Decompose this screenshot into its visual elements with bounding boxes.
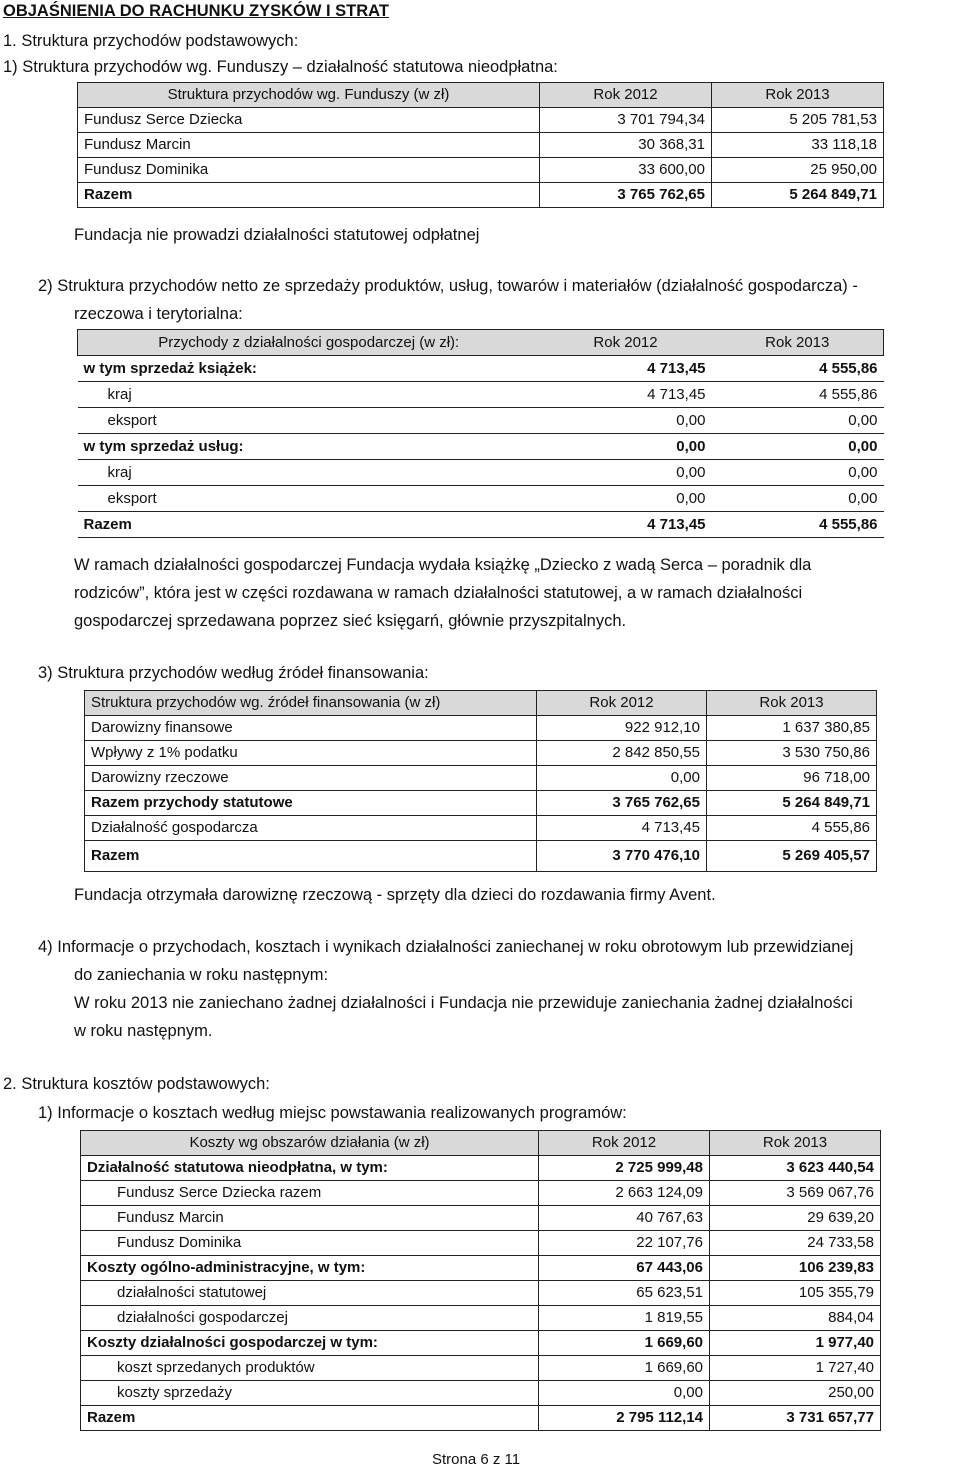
table-row (78, 356, 884, 382)
page-number: Strona 6 z 11 (432, 1451, 521, 1468)
table-cell: Wpływy z 1% podatku (85, 741, 537, 766)
table-row (81, 1206, 881, 1231)
table-cell: 0,00 (540, 486, 712, 512)
table-header: Rok 2013 (710, 1131, 881, 1156)
table-cell: 4 713,45 (540, 382, 712, 408)
table-cell: 33 600,00 (540, 158, 712, 183)
table-cell: 5 205 781,53 (712, 108, 884, 133)
table-cell: w tym sprzedaż książek: (78, 356, 540, 382)
note-in-kind-donation: Fundacja otrzymała darowiznę rzeczową - sprzęty dla dzieci do rozdawania firmy Avent. (74, 886, 716, 904)
table-cell: Koszty ogólno-administracyjne, w tym: (81, 1256, 539, 1281)
table-cell: Fundusz Dominika (78, 158, 540, 183)
section-1-1-title: 1) Struktura przychodów wg. Funduszy – działalność statutowa nieodpłatna: (3, 58, 558, 76)
table-cell: działalności statutowej (81, 1281, 539, 1306)
table-row (78, 158, 884, 183)
table-cell: 4 713,45 (540, 512, 712, 538)
section-1-4-line: w roku następnym. (74, 1022, 213, 1040)
table-cell: 3 770 476,10 (537, 841, 707, 872)
table-cell: 1 819,55 (539, 1306, 710, 1331)
table-cell: 5 264 849,71 (707, 791, 877, 816)
table-row (81, 1231, 881, 1256)
table-row (81, 1256, 881, 1281)
table-header: Rok 2012 (540, 83, 712, 108)
table-row-total (78, 183, 884, 208)
table-row (85, 716, 877, 741)
paragraph-line: W ramach działalności gospodarczej Fundacja wydała książkę „Dziecko z wadą Serca – poradnik dla (74, 556, 812, 574)
table-cell: Koszty działalności gospodarczej w tym: (81, 1331, 539, 1356)
table-cell: 0,00 (540, 460, 712, 486)
table-header: Rok 2013 (707, 691, 877, 716)
table-cell: 3 765 762,65 (537, 791, 707, 816)
table-cell: Fundusz Serce Dziecka (78, 108, 540, 133)
table-cell: Fundusz Marcin (81, 1206, 539, 1231)
table-cell: eksport (78, 408, 540, 434)
table-cell: 24 733,58 (710, 1231, 881, 1256)
revenue-by-fund-table (77, 82, 884, 208)
table-header: Rok 2013 (712, 83, 884, 108)
table-cell: 2 795 112,14 (539, 1406, 710, 1431)
table-cell: 3 731 657,77 (710, 1406, 881, 1431)
table-cell: eksport (78, 486, 540, 512)
table-row (81, 1356, 881, 1381)
table-cell: 106 239,83 (710, 1256, 881, 1281)
table-cell: 5 269 405,57 (707, 841, 877, 872)
section-1-3-title: 3) Struktura przychodów według źródeł finansowania: (38, 664, 429, 682)
table-cell: kraj (78, 382, 540, 408)
table-cell: 2 725 999,48 (539, 1156, 710, 1181)
table-row (81, 1306, 881, 1331)
table-header: Rok 2012 (537, 691, 707, 716)
section-1-4-line: 4) Informacje o przychodach, kosztach i wynikach działalności zaniechanej w roku obrotowym lub przewidzianej (38, 938, 854, 956)
table-row (81, 1181, 881, 1206)
section-2-title: 2. Struktura kosztów podstawowych: (3, 1075, 270, 1093)
table-cell: 22 107,76 (539, 1231, 710, 1256)
table-cell: 96 718,00 (707, 766, 877, 791)
table-cell: 0,00 (540, 408, 712, 434)
table-row-total (81, 1406, 881, 1431)
table-cell: 250,00 (710, 1381, 881, 1406)
table-cell: koszt sprzedanych produktów (81, 1356, 539, 1381)
table-row (81, 1281, 881, 1306)
table-row (85, 741, 877, 766)
table-cell: Razem (78, 512, 540, 538)
table-header: Rok 2012 (540, 330, 712, 356)
table-row (78, 382, 884, 408)
table-cell: 1 669,60 (539, 1356, 710, 1381)
table-row (78, 133, 884, 158)
table-cell: Działalność gospodarcza (85, 816, 537, 841)
table-cell: Fundusz Dominika (81, 1231, 539, 1256)
paragraph-line: gospodarczej sprzedawana poprzez sieć księgarń, głównie przyszpitalnych. (74, 612, 627, 630)
table-cell: 4 555,86 (707, 816, 877, 841)
section-1-4-line: W roku 2013 nie zaniechano żadnej działalności i Fundacja nie przewiduje zaniechania żadnej działalności (74, 994, 853, 1012)
table-cell: 65 623,51 (539, 1281, 710, 1306)
note-no-paid-activity: Fundacja nie prowadzi działalności statutowej odpłatnej (74, 226, 480, 244)
table-row (85, 791, 877, 816)
table-row-total (78, 512, 884, 538)
table-cell: działalności gospodarczej (81, 1306, 539, 1331)
table-cell: Fundusz Marcin (78, 133, 540, 158)
table-row (78, 434, 884, 460)
revenue-by-source-table (84, 690, 877, 872)
section-1-2-title: 2) Struktura przychodów netto ze sprzedaży produktów, usług, towarów i materiałów (działalność gospodarcza) - (38, 277, 858, 295)
business-revenue-table (77, 329, 884, 538)
table-cell: 884,04 (710, 1306, 881, 1331)
table-header: Rok 2012 (539, 1131, 710, 1156)
table-cell: 33 118,18 (712, 133, 884, 158)
table-header: Rok 2013 (712, 330, 884, 356)
costs-by-area-table (80, 1130, 881, 1431)
table-row (81, 1156, 881, 1181)
table-row (81, 1381, 881, 1406)
table-cell: 3 623 440,54 (710, 1156, 881, 1181)
table-cell: kraj (78, 460, 540, 486)
section-1-2-title-cont: rzeczowa i terytorialna: (74, 305, 243, 323)
table-cell: Fundusz Serce Dziecka razem (81, 1181, 539, 1206)
table-cell: 30 368,31 (540, 133, 712, 158)
table-cell: 1 669,60 (539, 1331, 710, 1356)
table-cell: 1 977,40 (710, 1331, 881, 1356)
section-2-1-title: 1) Informacje o kosztach według miejsc powstawania realizowanych programów: (38, 1104, 627, 1122)
table-cell: 0,00 (537, 766, 707, 791)
table-cell: 0,00 (539, 1381, 710, 1406)
table-cell: 0,00 (712, 434, 884, 460)
section-1-4-line: do zaniechania w roku następnym: (74, 966, 329, 984)
table-row (85, 816, 877, 841)
table-cell: Razem (81, 1406, 539, 1431)
table-cell: 1 637 380,85 (707, 716, 877, 741)
table-row (85, 766, 877, 791)
table-cell: w tym sprzedaż usług: (78, 434, 540, 460)
table-cell: 25 950,00 (712, 158, 884, 183)
table-cell: Darowizny rzeczowe (85, 766, 537, 791)
table-cell: 922 912,10 (537, 716, 707, 741)
page-heading: OBJAŚNIENIA DO RACHUNKU ZYSKÓW I STRAT (3, 2, 389, 20)
table-row-total (85, 841, 877, 872)
section-1-title: 1. Struktura przychodów podstawowych: (3, 32, 299, 50)
table-cell: 0,00 (712, 460, 884, 486)
table-cell: 40 767,63 (539, 1206, 710, 1231)
table-header: Struktura przychodów wg. Funduszy (w zł) (78, 83, 540, 108)
table-row (81, 1331, 881, 1356)
table-cell: Działalność statutowa nieodpłatna, w tym: (81, 1156, 539, 1181)
table-cell: 29 639,20 (710, 1206, 881, 1231)
table-cell: 3 530 750,86 (707, 741, 877, 766)
table-cell: 1 727,40 (710, 1356, 881, 1381)
paragraph-line: rodziców”, która jest w części rozdawana w ramach działalności statutowej, a w ramach działalności (74, 584, 803, 602)
table-cell: 0,00 (712, 408, 884, 434)
table-row (78, 486, 884, 512)
table-cell: 0,00 (540, 434, 712, 460)
table-cell: Razem (85, 841, 537, 872)
table-cell: Razem przychody statutowe (85, 791, 537, 816)
table-row (78, 108, 884, 133)
table-cell: 3 765 762,65 (540, 183, 712, 208)
table-cell: 3 701 794,34 (540, 108, 712, 133)
table-cell: 105 355,79 (710, 1281, 881, 1306)
table-cell: 2 842 850,55 (537, 741, 707, 766)
table-row (78, 408, 884, 434)
table-row (78, 460, 884, 486)
table-header: Koszty wg obszarów działania (w zł) (81, 1131, 539, 1156)
table-header: Struktura przychodów wg. źródeł finansowania (w zł) (85, 691, 537, 716)
table-cell: 5 264 849,71 (712, 183, 884, 208)
table-cell: 0,00 (712, 486, 884, 512)
table-cell: 4 713,45 (537, 816, 707, 841)
table-cell: 3 569 067,76 (710, 1181, 881, 1206)
table-cell: 4 555,86 (712, 512, 884, 538)
table-cell: 67 443,06 (539, 1256, 710, 1281)
table-cell: koszty sprzedaży (81, 1381, 539, 1406)
table-cell: Darowizny finansowe (85, 716, 537, 741)
table-cell: 4 555,86 (712, 356, 884, 382)
table-cell: 4 713,45 (540, 356, 712, 382)
table-header: Przychody z działalności gospodarczej (w zł): (78, 330, 540, 356)
table-cell: Razem (78, 183, 540, 208)
table-cell: 2 663 124,09 (539, 1181, 710, 1206)
table-cell: 4 555,86 (712, 382, 884, 408)
